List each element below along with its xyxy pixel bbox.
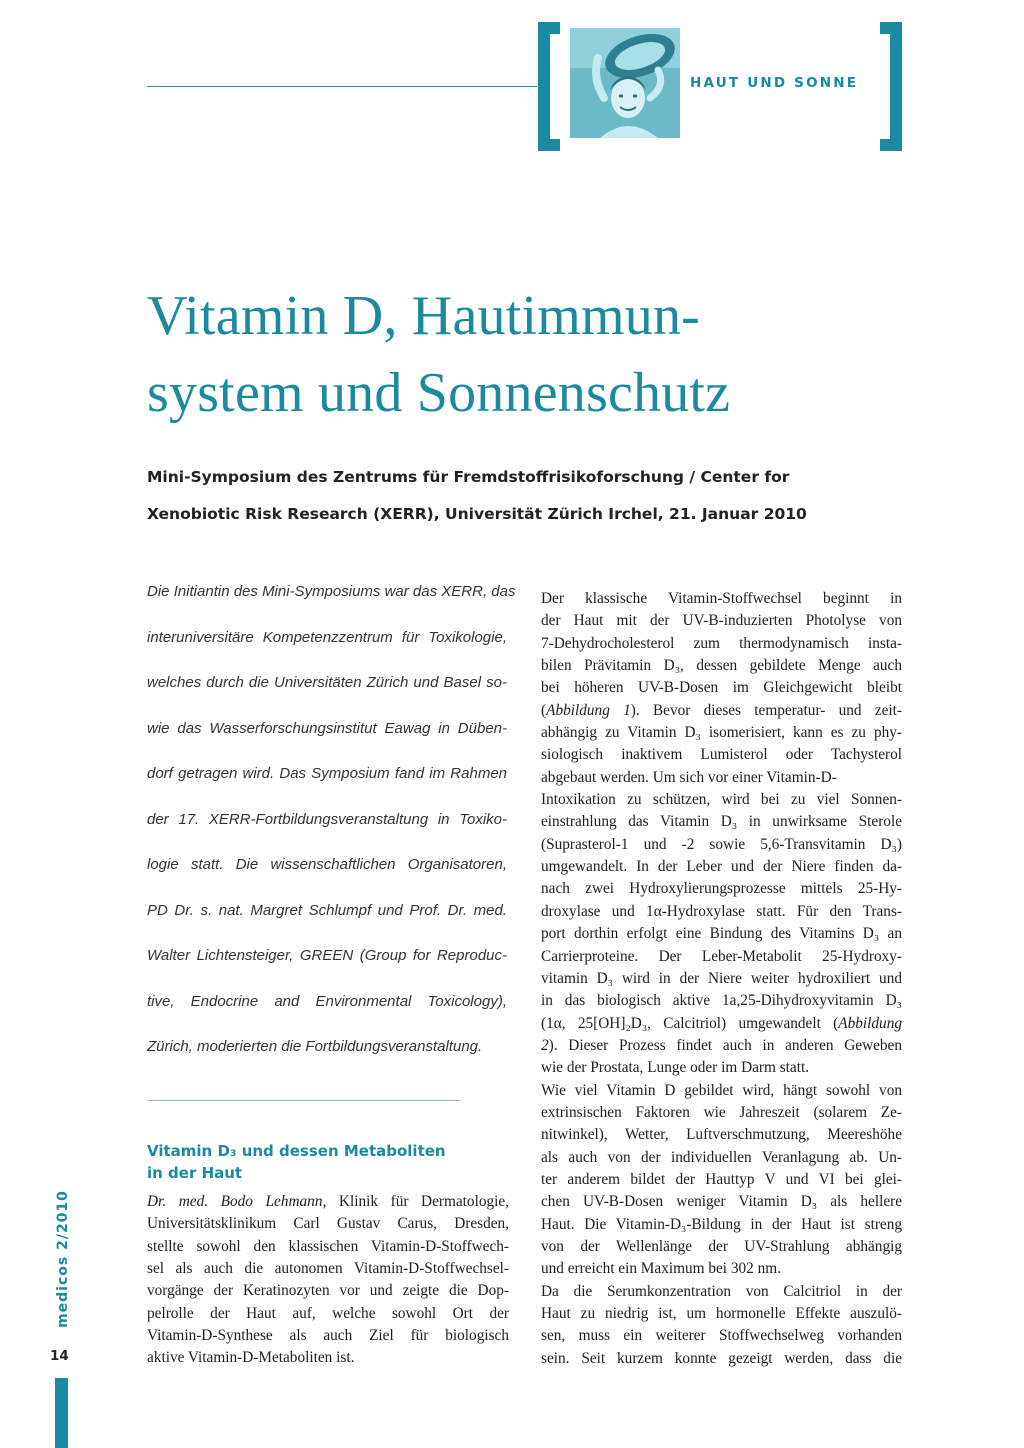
body-line: droxylase und 1α-Hydroxylase statt. Für den Trans- bbox=[541, 902, 902, 920]
body-line: chen UV-B-Dosen weniger Vitamin D₃ als hellere bbox=[541, 1193, 902, 1211]
body-line: sel als auch die autonomen Vitamin-D-Stoffwechsel- bbox=[147, 1260, 509, 1278]
intro-line: der 17. XERR-Fortbildungsveranstaltung in Toxiko- bbox=[147, 810, 507, 828]
header-rule bbox=[147, 86, 537, 87]
intro-line: Die Initiantin des Mini-Symposiums war das XERR, das bbox=[147, 583, 516, 600]
body-line: einstrahlung das Vitamin D₃ in unwirksame Sterole bbox=[541, 813, 902, 831]
body-line: aktive Vitamin-D-Metaboliten ist. bbox=[147, 1349, 355, 1367]
body-line: (1α, 25[OH]₂D₃, Calcitriol) umgewandelt (Abbildung bbox=[541, 1014, 902, 1032]
intro-line: Zürich, moderierten die Fortbildungsveranstaltung. bbox=[147, 1038, 483, 1055]
body-line: sein. Seit kurzem konnte gezeigt werden, dass die bbox=[541, 1349, 902, 1367]
body-line: und erreicht ein Maximum bei 302 nm. bbox=[541, 1260, 782, 1278]
right-bracket-ornament bbox=[880, 22, 902, 151]
journal-label: medicos 2/2010 bbox=[55, 1190, 71, 1328]
body-line: als auch von der individuellen Veranlagung ab. Un- bbox=[541, 1148, 902, 1166]
intro-line: interuniversitäre Kompetenzzentrum für Toxikologie, bbox=[147, 628, 507, 646]
page-number: 14 bbox=[50, 1348, 69, 1364]
intro-line: tive, Endocrine and Environmental Toxicology), bbox=[147, 992, 507, 1010]
intro-line: wie das Wasserforschungsinstitut Eawag in Düben- bbox=[147, 719, 507, 737]
subtitle-line-1: Mini-Symposium des Zentrums für Fremdstoffrisikoforschung / Center for bbox=[147, 468, 790, 486]
body-line: stellte sowohl den klassischen Vitamin-D-Stoffwech- bbox=[147, 1237, 509, 1255]
body-line: Universitätsklinikum Carl Gustav Carus, Dresden, bbox=[147, 1215, 509, 1233]
body-line: pelrolle der Haut auf, welche sowohl Ort der bbox=[147, 1304, 509, 1322]
body-line: (Suprasterol-1 und -2 sowie 5,6-Transvitamin D₃) bbox=[541, 835, 902, 853]
body-line: Carrierproteine. Der Leber-Metabolit 25-Hydroxy- bbox=[541, 947, 902, 965]
body-line: umgewandelt. In der Leber und der Niere finden da- bbox=[541, 858, 902, 876]
article-title bbox=[147, 278, 907, 432]
body-line: Wie viel Vitamin D gebildet wird, hängt sowohl von bbox=[541, 1081, 902, 1099]
figure-reference: Abbildung 1 bbox=[546, 701, 631, 719]
body-line: abgebaut werden. Um sich vor einer Vitamin-D- bbox=[541, 768, 837, 786]
body-line: extrinsischen Faktoren wie Jahreszeit (solarem Ze- bbox=[541, 1103, 902, 1121]
section-label: HAUT UND SONNE bbox=[690, 75, 859, 91]
subtitle-line-2: Xenobiotic Risk Research (XERR), Universität Zürich Irchel, 21. Januar 2010 bbox=[147, 505, 807, 523]
article-subtitle bbox=[147, 459, 867, 533]
body-line: ter anderem bildet der Hauttyp V und VI bei glei- bbox=[541, 1170, 902, 1188]
author-name: Dr. med. Bodo Lehmann, bbox=[147, 1193, 327, 1210]
body-line: vitamin D₃ wird in der Niere weiter hydroxiliert und bbox=[541, 969, 902, 987]
section-heading-line-1: Vitamin D₃ und dessen Metaboliten bbox=[147, 1142, 446, 1160]
body-line: nitwinkel), Wetter, Luftverschmutzung, Meereshöhe bbox=[541, 1126, 902, 1144]
title-line-2: system und Sonnenschutz bbox=[147, 362, 731, 424]
body-line: 2). Dieser Prozess findet auch in anderen Geweben bbox=[541, 1036, 902, 1054]
body-line: (Abbildung 1). Bevor dieses temperatur- und zeit- bbox=[541, 701, 902, 719]
body-line: sen, muss ein weiterer Stoffwechselweg vorhanden bbox=[541, 1327, 902, 1345]
body-line: der Haut mit der UV-B-induzierten Photolyse von bbox=[541, 612, 902, 630]
page-bar-ornament bbox=[55, 1378, 68, 1448]
body-line: bilen Prävitamin D₃, dessen gebildete Menge auch bbox=[541, 657, 902, 675]
body-line: 7-Dehydrocholesterol zum thermodynamisch insta- bbox=[541, 634, 902, 652]
section-heading-line-2: in der Haut bbox=[147, 1164, 243, 1182]
body-line: vorgänge der Keratinozyten vor und zeigte die Dop- bbox=[147, 1282, 509, 1300]
woman-with-sun-hat-photo bbox=[570, 28, 680, 138]
body-line: Dr. med. Bodo Lehmann, Klinik für Dermatologie, bbox=[147, 1193, 509, 1210]
left-bracket-ornament bbox=[538, 22, 560, 151]
header-photo bbox=[570, 28, 680, 138]
body-line: bei höheren UV-B-Dosen im Gleichgewicht bleibt bbox=[541, 679, 902, 697]
intro-paragraph bbox=[147, 582, 516, 1083]
body-line: Der klassische Vitamin-Stoffwechsel beginnt in bbox=[541, 590, 902, 607]
figure-reference: Abbildung bbox=[838, 1014, 902, 1032]
body-line: port dorthin erfolgt eine Bindung des Vitamins D₃ an bbox=[541, 925, 902, 943]
right-column-body bbox=[541, 588, 902, 1370]
title-line-1: Vitamin D, Hautimmun- bbox=[147, 285, 700, 347]
body-line: abhängig zu Vitamin D₃ isomerisiert, kann es zu phy- bbox=[541, 724, 902, 742]
body-line: Intoxikation zu schützen, wird bei zu viel Sonnen- bbox=[541, 791, 902, 809]
body-line: in das biologisch aktive 1a,25-Dihydroxyvitamin D₃ bbox=[541, 992, 902, 1010]
section-divider bbox=[147, 1100, 460, 1101]
section-heading bbox=[147, 1140, 517, 1184]
intro-line: dorf getragen wird. Das Symposium fand im Rahmen bbox=[147, 765, 507, 782]
body-line: Haut. Die Vitamin-D₃-Bildung in der Haut ist streng bbox=[541, 1215, 902, 1233]
intro-line: logie statt. Die wissenschaftlichen Organisatoren, bbox=[147, 856, 507, 873]
journal-name bbox=[52, 1190, 74, 1328]
figure-reference: 2 bbox=[541, 1036, 549, 1054]
left-column-body bbox=[147, 1191, 509, 1370]
body-line: von der Wellenlänge der UV-Strahlung abhängig bbox=[541, 1237, 902, 1255]
body-line: nach zwei Hydroxylierungsprozesse mittels 25-Hy- bbox=[541, 880, 902, 898]
body-line: Da die Serumkonzentration von Calcitriol in der bbox=[541, 1282, 902, 1300]
intro-line: PD Dr. s. nat. Margret Schlumpf und Prof. Dr. med. bbox=[147, 901, 507, 919]
body-line: Vitamin-D-Synthese als auch Ziel für biologisch bbox=[147, 1327, 509, 1345]
intro-line: welches durch die Universitäten Zürich und Basel so- bbox=[147, 674, 507, 691]
intro-line: Walter Lichtensteiger, GREEN (Group for Reproduc- bbox=[147, 947, 507, 964]
body-line: siologisch inaktivem Lumisterol oder Tachysterol bbox=[541, 746, 902, 764]
body-line: wie der Prostata, Lunge oder im Darm statt. bbox=[541, 1059, 810, 1077]
body-line: Haut zu niedrig ist, um hormonelle Effekte auszulö- bbox=[541, 1305, 902, 1322]
